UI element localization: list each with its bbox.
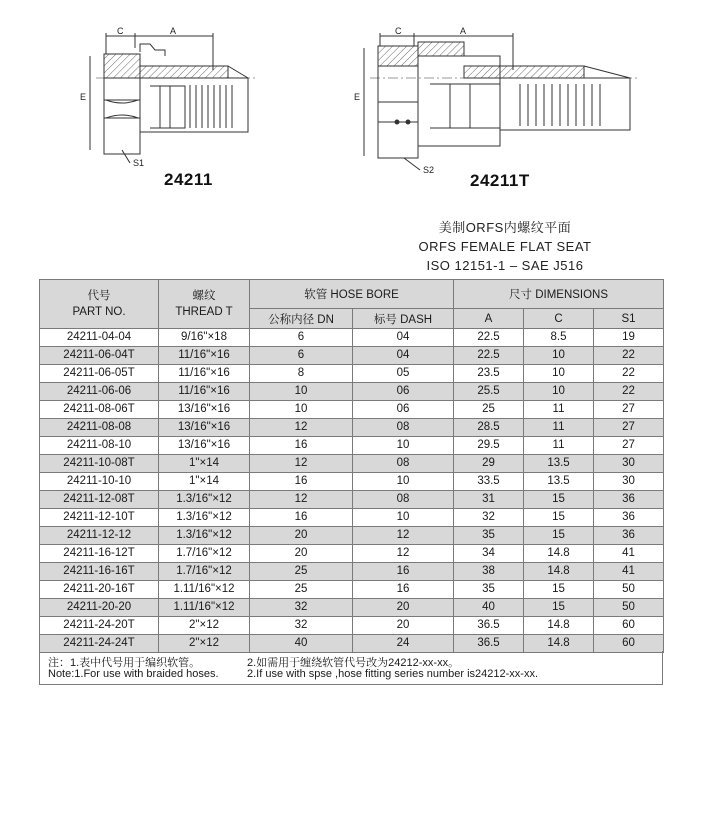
cell-dim-a: 25 (454, 401, 524, 419)
cell-dim-a: 31 (454, 491, 524, 509)
table-row (40, 581, 664, 599)
cell-dash: 24 (353, 635, 454, 653)
cell-dim-c: 15 (524, 581, 594, 599)
note-en-2: 2.If use with spse ,hose fitting series number is24212-xx-xx. (247, 668, 539, 680)
dim-c-label-1: C (117, 26, 124, 36)
cell-dn: 12 (250, 455, 353, 473)
cell-thread: 13/16"×16 (159, 437, 250, 455)
cell-dash: 16 (353, 581, 454, 599)
notes-box (39, 651, 663, 685)
cell-dash: 08 (353, 455, 454, 473)
cell-dim-c: 13.5 (524, 455, 594, 473)
cell-part-no: 24211-20-16T (40, 581, 159, 599)
cell-dim-a: 36.5 (454, 617, 524, 635)
cell-part-no: 24211-06-05T (40, 365, 159, 383)
cell-part-no: 24211-24-20T (40, 617, 159, 635)
cell-dash: 08 (353, 419, 454, 437)
cell-part-no: 24211-16-12T (40, 545, 159, 563)
table-row (40, 473, 664, 491)
cell-dim-s1: 50 (594, 599, 664, 617)
cell-dim-c: 15 (524, 509, 594, 527)
cell-dim-s1: 36 (594, 491, 664, 509)
cell-dash: 08 (353, 491, 454, 509)
cell-dim-c: 11 (524, 437, 594, 455)
header-c: C (524, 309, 594, 329)
table-row (40, 437, 664, 455)
cell-dash: 05 (353, 365, 454, 383)
cell-dim-a: 29.5 (454, 437, 524, 455)
cell-part-no: 24211-06-04T (40, 347, 159, 365)
cell-dim-c: 15 (524, 491, 594, 509)
cell-thread: 13/16"×16 (159, 401, 250, 419)
cell-dn: 40 (250, 635, 353, 653)
cell-dim-a: 22.5 (454, 329, 524, 347)
cell-dash: 16 (353, 563, 454, 581)
cell-dim-c: 11 (524, 419, 594, 437)
cell-thread: 1.7/16"×12 (159, 563, 250, 581)
table-row (40, 491, 664, 509)
cell-dim-s1: 36 (594, 509, 664, 527)
cell-part-no: 24211-20-20 (40, 599, 159, 617)
cell-dim-c: 14.8 (524, 545, 594, 563)
model-label-24211: 24211 (164, 170, 213, 189)
header-s1: S1 (594, 309, 664, 329)
cell-dim-c: 15 (524, 599, 594, 617)
cell-part-no: 24211-08-10 (40, 437, 159, 455)
cell-thread: 1.3/16"×12 (159, 527, 250, 545)
cell-dim-s1: 30 (594, 455, 664, 473)
cell-dn: 32 (250, 617, 353, 635)
cell-dim-a: 29 (454, 455, 524, 473)
cell-dn: 25 (250, 581, 353, 599)
cell-dim-s1: 50 (594, 581, 664, 599)
cell-dn: 10 (250, 383, 353, 401)
cell-dim-a: 34 (454, 545, 524, 563)
cell-dim-a: 28.5 (454, 419, 524, 437)
cell-thread: 11/16"×16 (159, 347, 250, 365)
cell-dim-a: 36.5 (454, 635, 524, 653)
table-row (40, 329, 664, 347)
dim-e-label-1: E (80, 92, 87, 102)
cell-dim-s1: 19 (594, 329, 664, 347)
cell-dim-c: 14.8 (524, 617, 594, 635)
cell-part-no: 24211-10-10 (40, 473, 159, 491)
cell-thread: 11/16"×16 (159, 383, 250, 401)
cell-part-no: 24211-04-04 (40, 329, 159, 347)
cell-dash: 10 (353, 437, 454, 455)
header-part-cn: 代号 (87, 290, 111, 302)
cell-dash: 04 (353, 347, 454, 365)
cell-part-no: 24211-08-08 (40, 419, 159, 437)
cell-dim-s1: 27 (594, 401, 664, 419)
header-a: A (454, 309, 524, 329)
table-row (40, 401, 664, 419)
header-part-en: PART NO. (72, 306, 126, 318)
cell-dim-c: 11 (524, 401, 594, 419)
cell-dim-s1: 22 (594, 383, 664, 401)
cell-thread: 1"×14 (159, 455, 250, 473)
cell-dn: 6 (250, 347, 353, 365)
cell-dash: 20 (353, 599, 454, 617)
cell-thread: 1.7/16"×12 (159, 545, 250, 563)
cell-part-no: 24211-16-16T (40, 563, 159, 581)
table-row (40, 563, 664, 581)
cell-dim-a: 40 (454, 599, 524, 617)
table-row (40, 419, 664, 437)
cell-thread: 1.3/16"×12 (159, 509, 250, 527)
cell-dim-a: 35 (454, 581, 524, 599)
table-row (40, 599, 664, 617)
cell-dn: 10 (250, 401, 353, 419)
note-cn-1: 注：1.表中代号用于编织软管。 (48, 657, 201, 669)
table-row (40, 617, 664, 635)
table-row (40, 509, 664, 527)
cell-dim-c: 10 (524, 383, 594, 401)
dim-c-label-2: C (395, 26, 402, 36)
cell-dim-s1: 60 (594, 617, 664, 635)
cell-dim-c: 8.5 (524, 329, 594, 347)
title-en: ORFS FEMALE FLAT SEAT (418, 239, 592, 254)
dim-e-label-2: E (354, 92, 361, 102)
header-thread-en: THREAD T (175, 306, 233, 318)
hex-s2-label: S2 (423, 165, 435, 175)
cell-dash: 04 (353, 329, 454, 347)
cell-dn: 8 (250, 365, 353, 383)
cell-thread: 2"×12 (159, 635, 250, 653)
header-hose-bore: 软管 HOSE BORE (250, 280, 454, 309)
cell-dn: 16 (250, 437, 353, 455)
note-cn-2: 2.如需用于缠绕软管代号改为24212-xx-xx。 (247, 657, 460, 669)
table-row (40, 383, 664, 401)
cell-dn: 6 (250, 329, 353, 347)
cell-part-no: 24211-12-12 (40, 527, 159, 545)
cell-dn: 12 (250, 491, 353, 509)
cell-thread: 1.11/16"×12 (159, 599, 250, 617)
cell-dash: 06 (353, 383, 454, 401)
drawing-24211t (364, 33, 640, 170)
cell-dn: 12 (250, 419, 353, 437)
hex-s1-label: S1 (133, 158, 145, 168)
cell-dim-a: 35 (454, 527, 524, 545)
title-cn: 美制ORFS内螺纹平面 (438, 220, 572, 235)
cell-dim-s1: 41 (594, 545, 664, 563)
cell-dim-a: 22.5 (454, 347, 524, 365)
table-body (40, 329, 664, 653)
spec-table (39, 279, 664, 653)
cell-dim-s1: 22 (594, 347, 664, 365)
cell-dim-s1: 36 (594, 527, 664, 545)
header-dn: 公称内径 DN (250, 309, 353, 329)
cell-part-no: 24211-08-06T (40, 401, 159, 419)
cell-thread: 1.3/16"×12 (159, 491, 250, 509)
drawing-24211 (90, 33, 256, 163)
cell-thread: 1.11/16"×12 (159, 581, 250, 599)
cell-dim-s1: 22 (594, 365, 664, 383)
cell-dash: 20 (353, 617, 454, 635)
fitting-drawings (0, 0, 705, 200)
cell-part-no: 24211-10-08T (40, 455, 159, 473)
dim-a-label-1: A (170, 26, 177, 36)
cell-dim-s1: 60 (594, 635, 664, 653)
cell-dim-a: 23.5 (454, 365, 524, 383)
cell-dim-c: 10 (524, 347, 594, 365)
cell-part-no: 24211-12-08T (40, 491, 159, 509)
table-row (40, 527, 664, 545)
cell-dim-c: 14.8 (524, 563, 594, 581)
cell-dim-a: 32 (454, 509, 524, 527)
cell-thread: 1"×14 (159, 473, 250, 491)
table-row (40, 455, 664, 473)
cell-dn: 20 (250, 527, 353, 545)
cell-dim-a: 33.5 (454, 473, 524, 491)
cell-dn: 25 (250, 563, 353, 581)
cell-dash: 06 (353, 401, 454, 419)
cell-dim-a: 25.5 (454, 383, 524, 401)
title-standard: ISO 12151-1 – SAE J516 (426, 258, 584, 273)
header-dash: 标号 DASH (353, 309, 454, 329)
note-en-1: Note:1.For use with braided hoses. (48, 668, 219, 680)
cell-part-no: 24211-06-06 (40, 383, 159, 401)
title-block (390, 218, 620, 275)
cell-dim-a: 38 (454, 563, 524, 581)
cell-thread: 13/16"×16 (159, 419, 250, 437)
cell-dash: 12 (353, 527, 454, 545)
cell-dn: 20 (250, 545, 353, 563)
table-row (40, 545, 664, 563)
cell-dim-c: 14.8 (524, 635, 594, 653)
header-thread (159, 280, 250, 329)
cell-dim-s1: 30 (594, 473, 664, 491)
cell-dim-c: 13.5 (524, 473, 594, 491)
cell-dim-s1: 27 (594, 419, 664, 437)
cell-dn: 32 (250, 599, 353, 617)
table-row (40, 347, 664, 365)
cell-dash: 10 (353, 509, 454, 527)
model-label-24211t: 24211T (470, 171, 530, 190)
header-thread-cn: 螺纹 (192, 290, 216, 302)
cell-thread: 2"×12 (159, 617, 250, 635)
cell-dn: 16 (250, 473, 353, 491)
header-dimensions: 尺寸 DIMENSIONS (454, 280, 664, 309)
cell-thread: 9/16"×18 (159, 329, 250, 347)
cell-dash: 12 (353, 545, 454, 563)
cell-dim-c: 10 (524, 365, 594, 383)
table-row (40, 365, 664, 383)
cell-dash: 10 (353, 473, 454, 491)
cell-dim-s1: 41 (594, 563, 664, 581)
cell-dim-c: 15 (524, 527, 594, 545)
cell-thread: 11/16"×16 (159, 365, 250, 383)
cell-part-no: 24211-12-10T (40, 509, 159, 527)
table-row (40, 635, 664, 653)
cell-part-no: 24211-24-24T (40, 635, 159, 653)
dim-a-label-2: A (460, 26, 467, 36)
cell-dn: 16 (250, 509, 353, 527)
header-part-no (40, 280, 159, 329)
cell-dim-s1: 27 (594, 437, 664, 455)
